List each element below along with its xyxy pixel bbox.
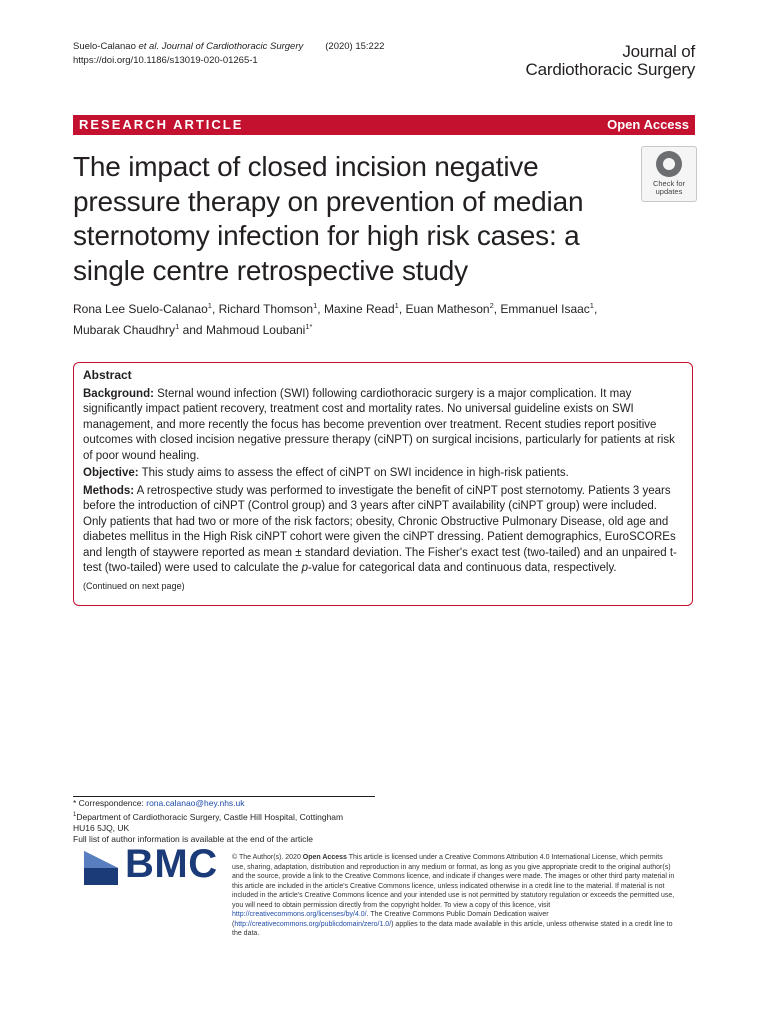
- license-link-cc0[interactable]: http://creativecommons.org/publicdomain/zero/1.0/: [234, 920, 392, 928]
- author-name: Mubarak Chaudhry: [73, 323, 176, 337]
- methods-p-italic: p: [301, 562, 309, 574]
- methods-text: A retrospective study was performed to investigate the benefit of ciNPT post sternotomy. Patients 3 years before the introduction of ciNPT (Control group) and 3 years after ciNPT availability (ciNPT group) were included. Only patients that had two or more of the risk factors; obesity, Chronic Obstructive Pulmonary Disease, old age and diabetes mellitus in the High Risk ciNPT cohort were given the ciNPT dressing. Patient demographics, EuroSCOREs and length of staywere reported as mean ± standard deviation. The Fisher's exact test (two-tailed) and an unpaired t-test (two-tailed) were used to calculate the: [83, 484, 677, 574]
- author-affiliation: 1: [175, 322, 180, 331]
- check-for-updates-button[interactable]: [641, 146, 697, 202]
- full-list-note: Full list of author information is available at the end of the article: [73, 834, 314, 845]
- abstract-methods: [83, 484, 682, 577]
- bmc-logo-icon: [84, 851, 118, 885]
- journal-name-line1: Journal of: [622, 42, 695, 61]
- citation-header: [73, 40, 384, 68]
- doi-link[interactable]: https://doi.org/10.1186/s13019-020-01265-1: [73, 55, 258, 66]
- author-name: Mahmoud Loubani: [205, 323, 306, 337]
- author-name: Richard Thomson: [218, 302, 314, 316]
- license-body-3: ) applies to the data made available in this article, unless otherwise stated in a credit line to the data.: [232, 920, 673, 937]
- author-separator: ,: [211, 302, 219, 316]
- article-type-label: RESEARCH ARTICLE: [79, 117, 244, 132]
- citation-journal: et al. Journal of Cardiothoracic Surgery: [135, 41, 304, 52]
- author-affiliation: 1: [207, 301, 212, 310]
- abstract-objective: [83, 466, 682, 482]
- citation-authors: Suelo-Calanao: [73, 41, 136, 52]
- background-label: Background:: [83, 387, 154, 400]
- article-title: The impact of closed incision negative pressure therapy on prevention of median sternotomy infection for high risk cases: a single centre retrospective study: [73, 151, 584, 286]
- citation-year-volume: (2020) 15:222: [325, 41, 385, 52]
- objective-text: This study aims to assess the effect of ciNPT on SWI incidence in high-risk patients.: [138, 467, 569, 479]
- check-updates-icon: [656, 151, 682, 177]
- open-access-label: Open Access: [607, 117, 689, 132]
- author-separator: ,: [493, 302, 501, 316]
- journal-name: [526, 43, 695, 79]
- check-updates-text: [642, 180, 696, 196]
- check-updates-line1: Check for: [652, 179, 686, 188]
- license-body: This article is licensed under a Creative Commons Attribution 4.0 International License, which permits use, sharing, adaptation, distribution and reproduction in any medium or format, as long as you give appropriate credit to the original author(s) and the source, provide a link to the Creative Commons licence, and indicate if changes were made. The images or other third party material in this article are included in the article's Creative Commons licence, unless indicated otherwise in a credit line to the material. If material is not included in the article's Creative Commons licence and your intended use is not permitted by statutory regulation or exceeds the permitted use, you will need to obtain permission directly from the copyright holder. To view a copy of this licence, visit: [232, 854, 675, 909]
- methods-text-end: -value for categorical data and continuous data, respectively.: [308, 562, 617, 574]
- abstract-box: [73, 362, 693, 606]
- footnotes: [73, 798, 343, 846]
- author-list: [73, 297, 633, 339]
- author-name: Rona Lee Suelo-Calanao: [73, 302, 208, 316]
- author-separator: ,: [593, 302, 598, 316]
- author-name: Emmanuel Isaac: [500, 302, 590, 316]
- objective-label: Objective:: [83, 467, 139, 479]
- bmc-logo-text: BMC: [125, 842, 218, 886]
- affiliation-line: [73, 810, 343, 823]
- abstract-background: [83, 387, 682, 465]
- author-separator: ,: [317, 302, 324, 316]
- author-separator: and: [179, 323, 206, 337]
- correspondence-label: * Correspondence:: [73, 798, 147, 808]
- correspondence-line: [73, 798, 343, 810]
- license-text: [232, 853, 676, 939]
- journal-name-line2: Cardiothoracic Surgery: [525, 60, 695, 79]
- author-affiliation: 1: [589, 301, 594, 310]
- author-affiliation: 2: [489, 301, 494, 310]
- footnote-divider: [73, 796, 375, 797]
- author-name: Euan Matheson: [405, 302, 490, 316]
- correspondence-email[interactable]: rona.calanao@hey.nhs.uk: [146, 798, 245, 808]
- author-name: Maxine Read: [323, 302, 395, 316]
- citation-line: [73, 40, 384, 54]
- check-updates-line2: updates: [655, 187, 683, 196]
- license-link-cc-by[interactable]: http://creativecommons.org/licenses/by/4.0/: [232, 911, 367, 918]
- license-copyright: © The Author(s). 2020: [232, 854, 303, 861]
- continued-note: (Continued on next page): [83, 580, 185, 591]
- author-affiliation: 1: [394, 301, 399, 310]
- article-type-banner: [73, 115, 695, 135]
- author-affiliation: 1*: [305, 322, 313, 331]
- abstract-heading: Abstract: [83, 368, 132, 382]
- affiliation-text: Department of Cardiothoracic Surgery, Castle Hill Hospital, Cottingham: [76, 811, 344, 822]
- background-text: Sternal wound infection (SWI) following cardiothoracic surgery is a major complication. It may significantly impact patient recovery, treatment cost and mortality rates. No universal guideline exists on SWI management, and more recently the focus has become prevention over treatment. Recent studies report positive outcomes with closed incision negative pressure therapy (ciNPT) on surgical incisions, particularly for patients at risk of poor wound healing.: [83, 387, 675, 462]
- license-open-access: Open Access: [302, 854, 347, 861]
- author-affiliation: 1: [313, 301, 318, 310]
- methods-label: Methods:: [83, 484, 135, 497]
- affiliation-line-2: HU16 5JQ, UK: [73, 822, 130, 833]
- license-body-2: . The Creative Commons Public Domain Dedication waiver (: [232, 911, 549, 928]
- author-separator: ,: [398, 302, 406, 316]
- affiliation-number: 1: [73, 811, 77, 818]
